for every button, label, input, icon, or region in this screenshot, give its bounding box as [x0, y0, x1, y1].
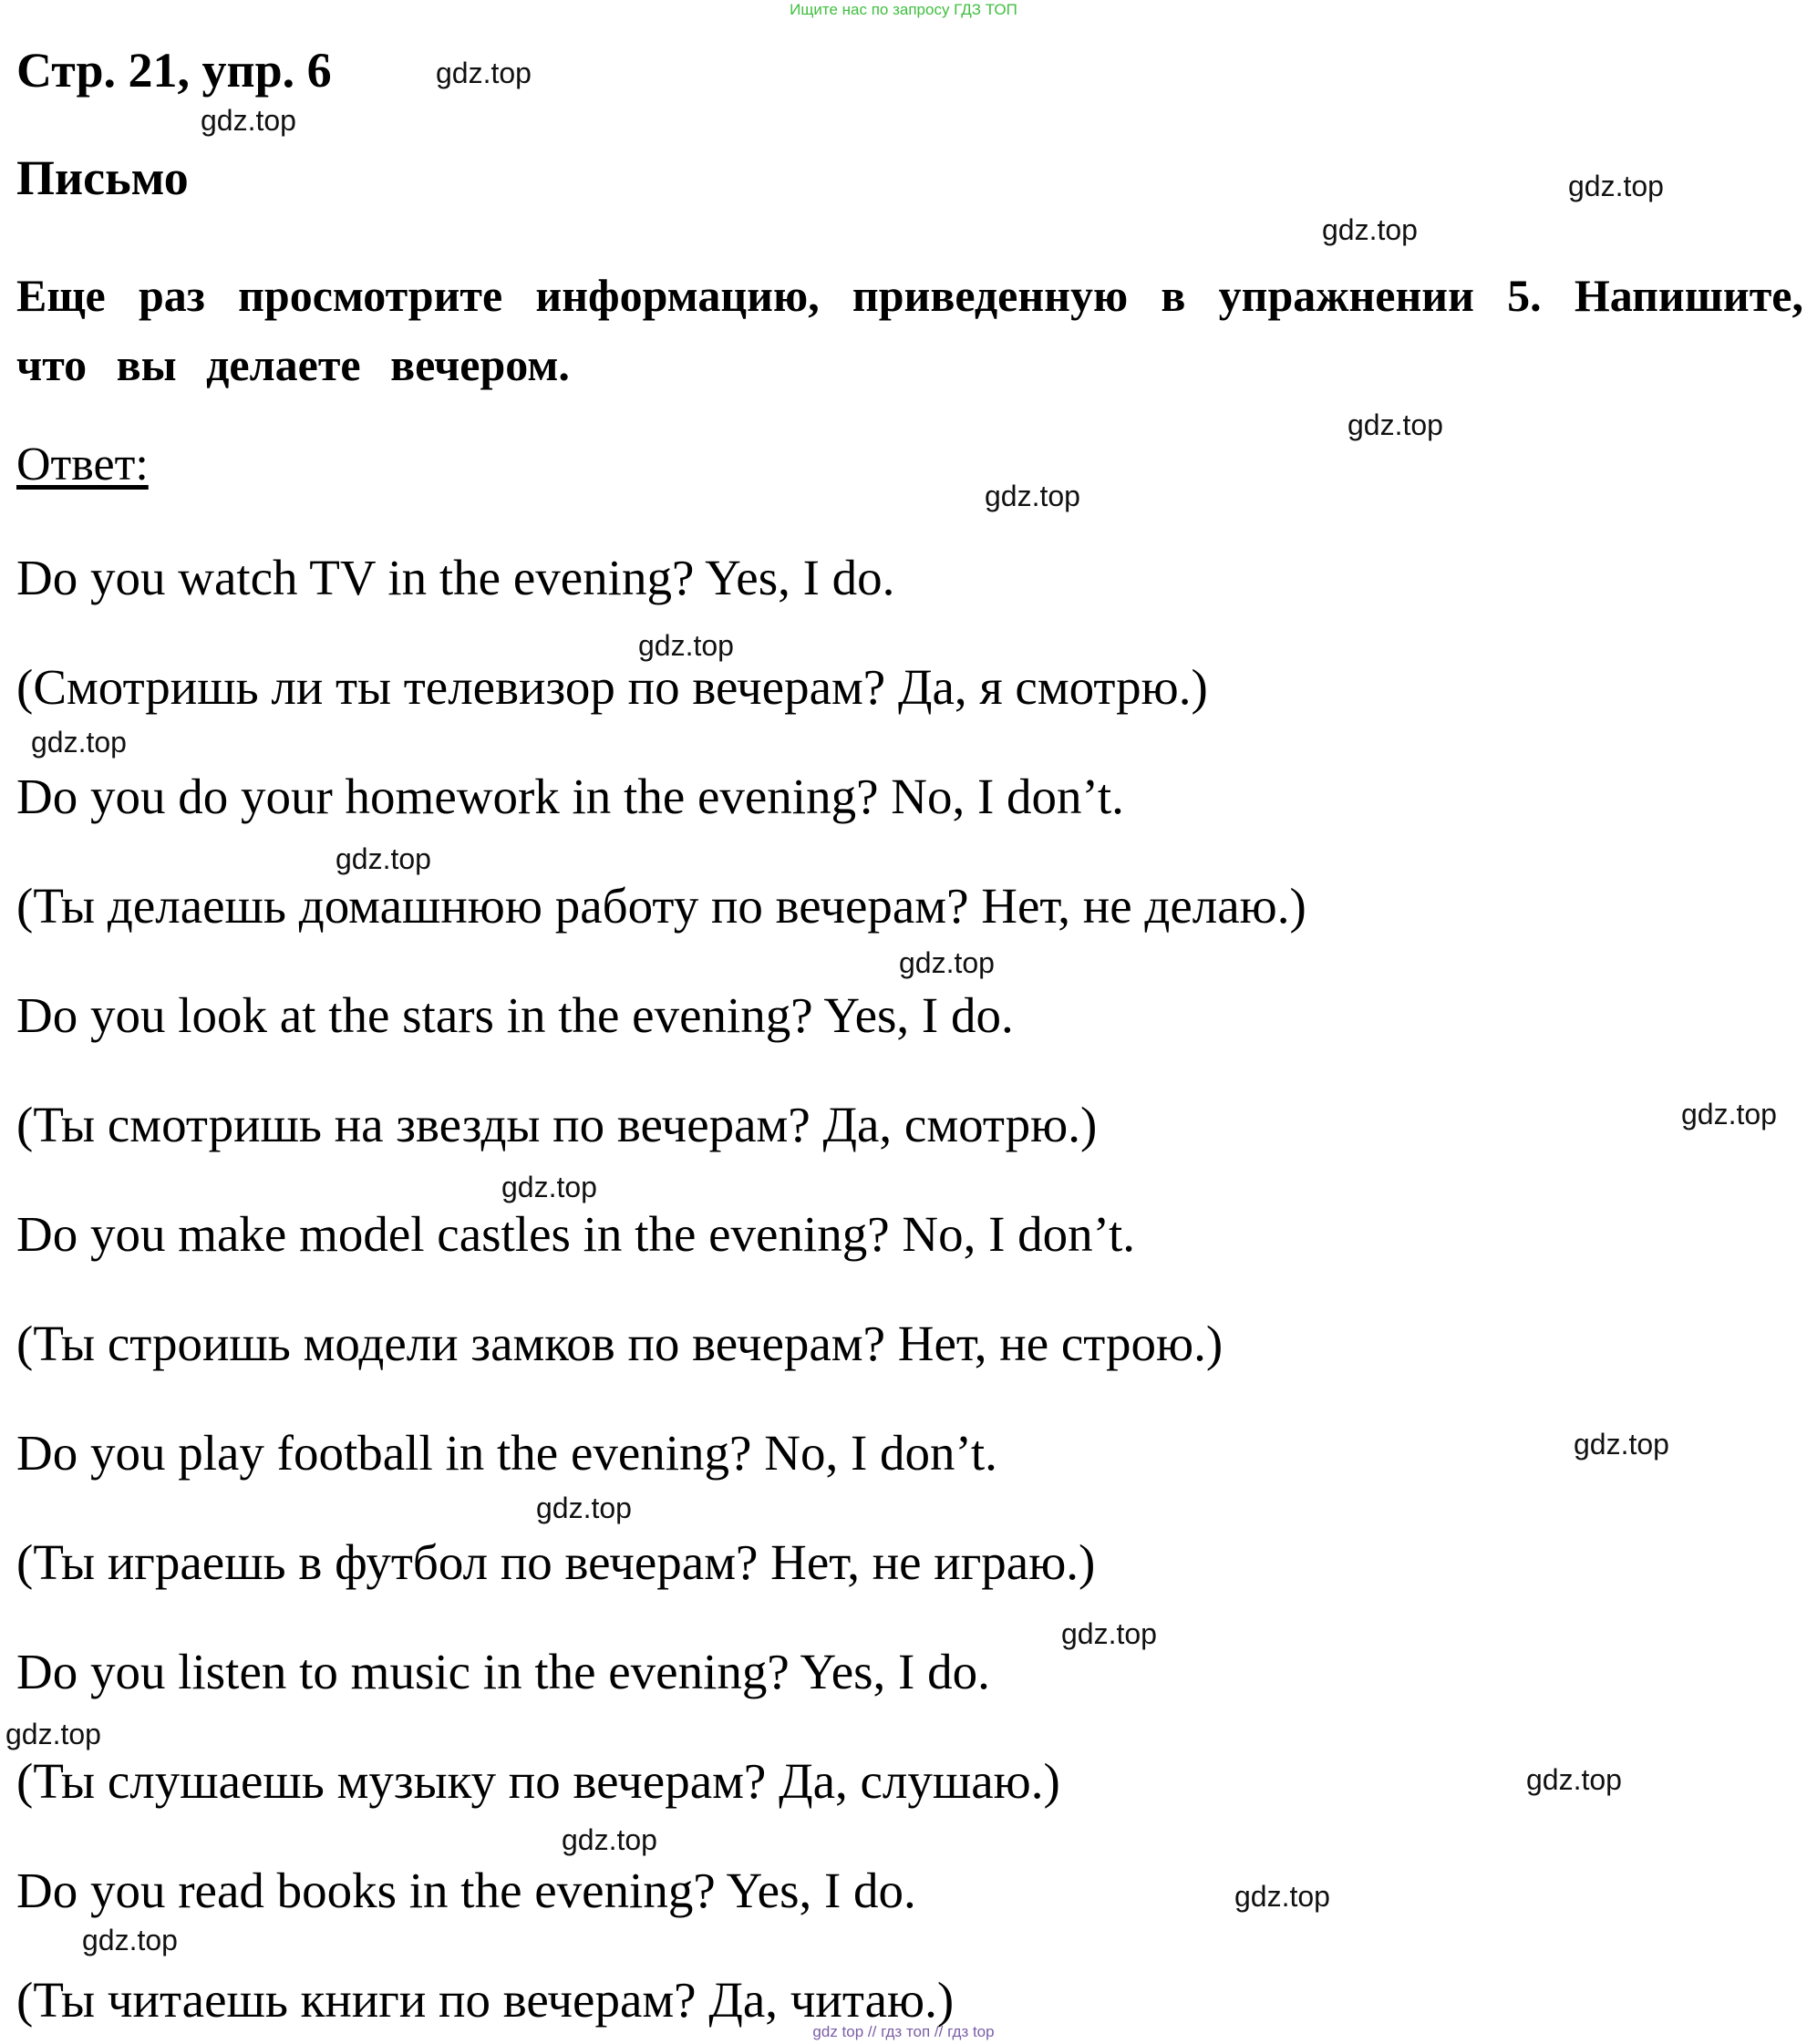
footer-links[interactable]: gdz top // гдз топ // гдз top — [812, 2023, 995, 2040]
top-banner[interactable]: Ищите нас по запросу ГДЗ ТОП — [790, 1, 1017, 18]
watermark: gdz.top — [31, 726, 127, 759]
watermark: gdz.top — [5, 1718, 101, 1750]
watermark: gdz.top — [562, 1823, 657, 1856]
watermark: gdz.top — [501, 1171, 597, 1203]
answer-line: (Смотришь ли ты телевизор по вечерам? Да, я смотрю.) — [16, 659, 1208, 715]
answer-label: Ответ: — [16, 439, 149, 490]
watermark: gdz.top — [1348, 408, 1443, 441]
watermark: gdz.top — [985, 480, 1080, 512]
answer-line: Do you look at the stars in the evening? Yes, I do. — [16, 987, 1014, 1043]
answer-line: Do you listen to music in the evening? Yes, I do. — [16, 1644, 990, 1699]
page-title: Стр. 21, упр. 6 — [16, 43, 332, 98]
watermark: gdz.top — [82, 1924, 178, 1956]
watermark: gdz.top — [1568, 170, 1664, 202]
answer-line: (Ты играешь в футбол по вечерам? Нет, не играю.) — [16, 1534, 1096, 1590]
watermark: gdz.top — [638, 629, 734, 662]
answer-line: Do you make model castles in the evening? No, I don’t. — [16, 1206, 1136, 1262]
answer-line: (Ты строишь модели замков по вечерам? Нет, не строю.) — [16, 1316, 1224, 1371]
answer-line: Do you watch TV in the evening? Yes, I do. — [16, 550, 895, 605]
watermark: gdz.top — [1061, 1617, 1157, 1650]
watermark: gdz.top — [536, 1492, 632, 1524]
watermark: gdz.top — [436, 57, 532, 89]
section-title: Письмо — [16, 150, 189, 205]
task-instruction: Еще раз просмотрите информацию, приведенную в упражнении 5. Напишите, что вы делаете вечером. — [16, 270, 1803, 390]
watermark: gdz.top — [336, 842, 431, 875]
answer-line: Do you read books in the evening? Yes, I do. — [16, 1863, 916, 1918]
watermark: gdz.top — [1526, 1763, 1622, 1796]
answer-line: (Ты слушаешь музыку по вечерам? Да, слушаю.) — [16, 1753, 1060, 1809]
watermark: gdz.top — [201, 104, 296, 137]
answer-line: Do you do your homework in the evening? No, I don’t. — [16, 769, 1124, 824]
answer-line: (Ты смотришь на звезды по вечерам? Да, смотрю.) — [16, 1097, 1098, 1152]
answer-line: Do you play football in the evening? No, I don’t. — [16, 1425, 997, 1481]
watermark: gdz.top — [1574, 1428, 1669, 1461]
watermark: gdz.top — [1234, 1880, 1330, 1913]
answer-line: (Ты читаешь книги по вечерам? Да, читаю.) — [16, 1972, 955, 2028]
watermark: gdz.top — [899, 946, 995, 979]
watermark: gdz.top — [1322, 213, 1418, 246]
watermark: gdz.top — [1681, 1098, 1777, 1130]
answer-line: (Ты делаешь домашнюю работу по вечерам? Нет, не делаю.) — [16, 878, 1306, 934]
